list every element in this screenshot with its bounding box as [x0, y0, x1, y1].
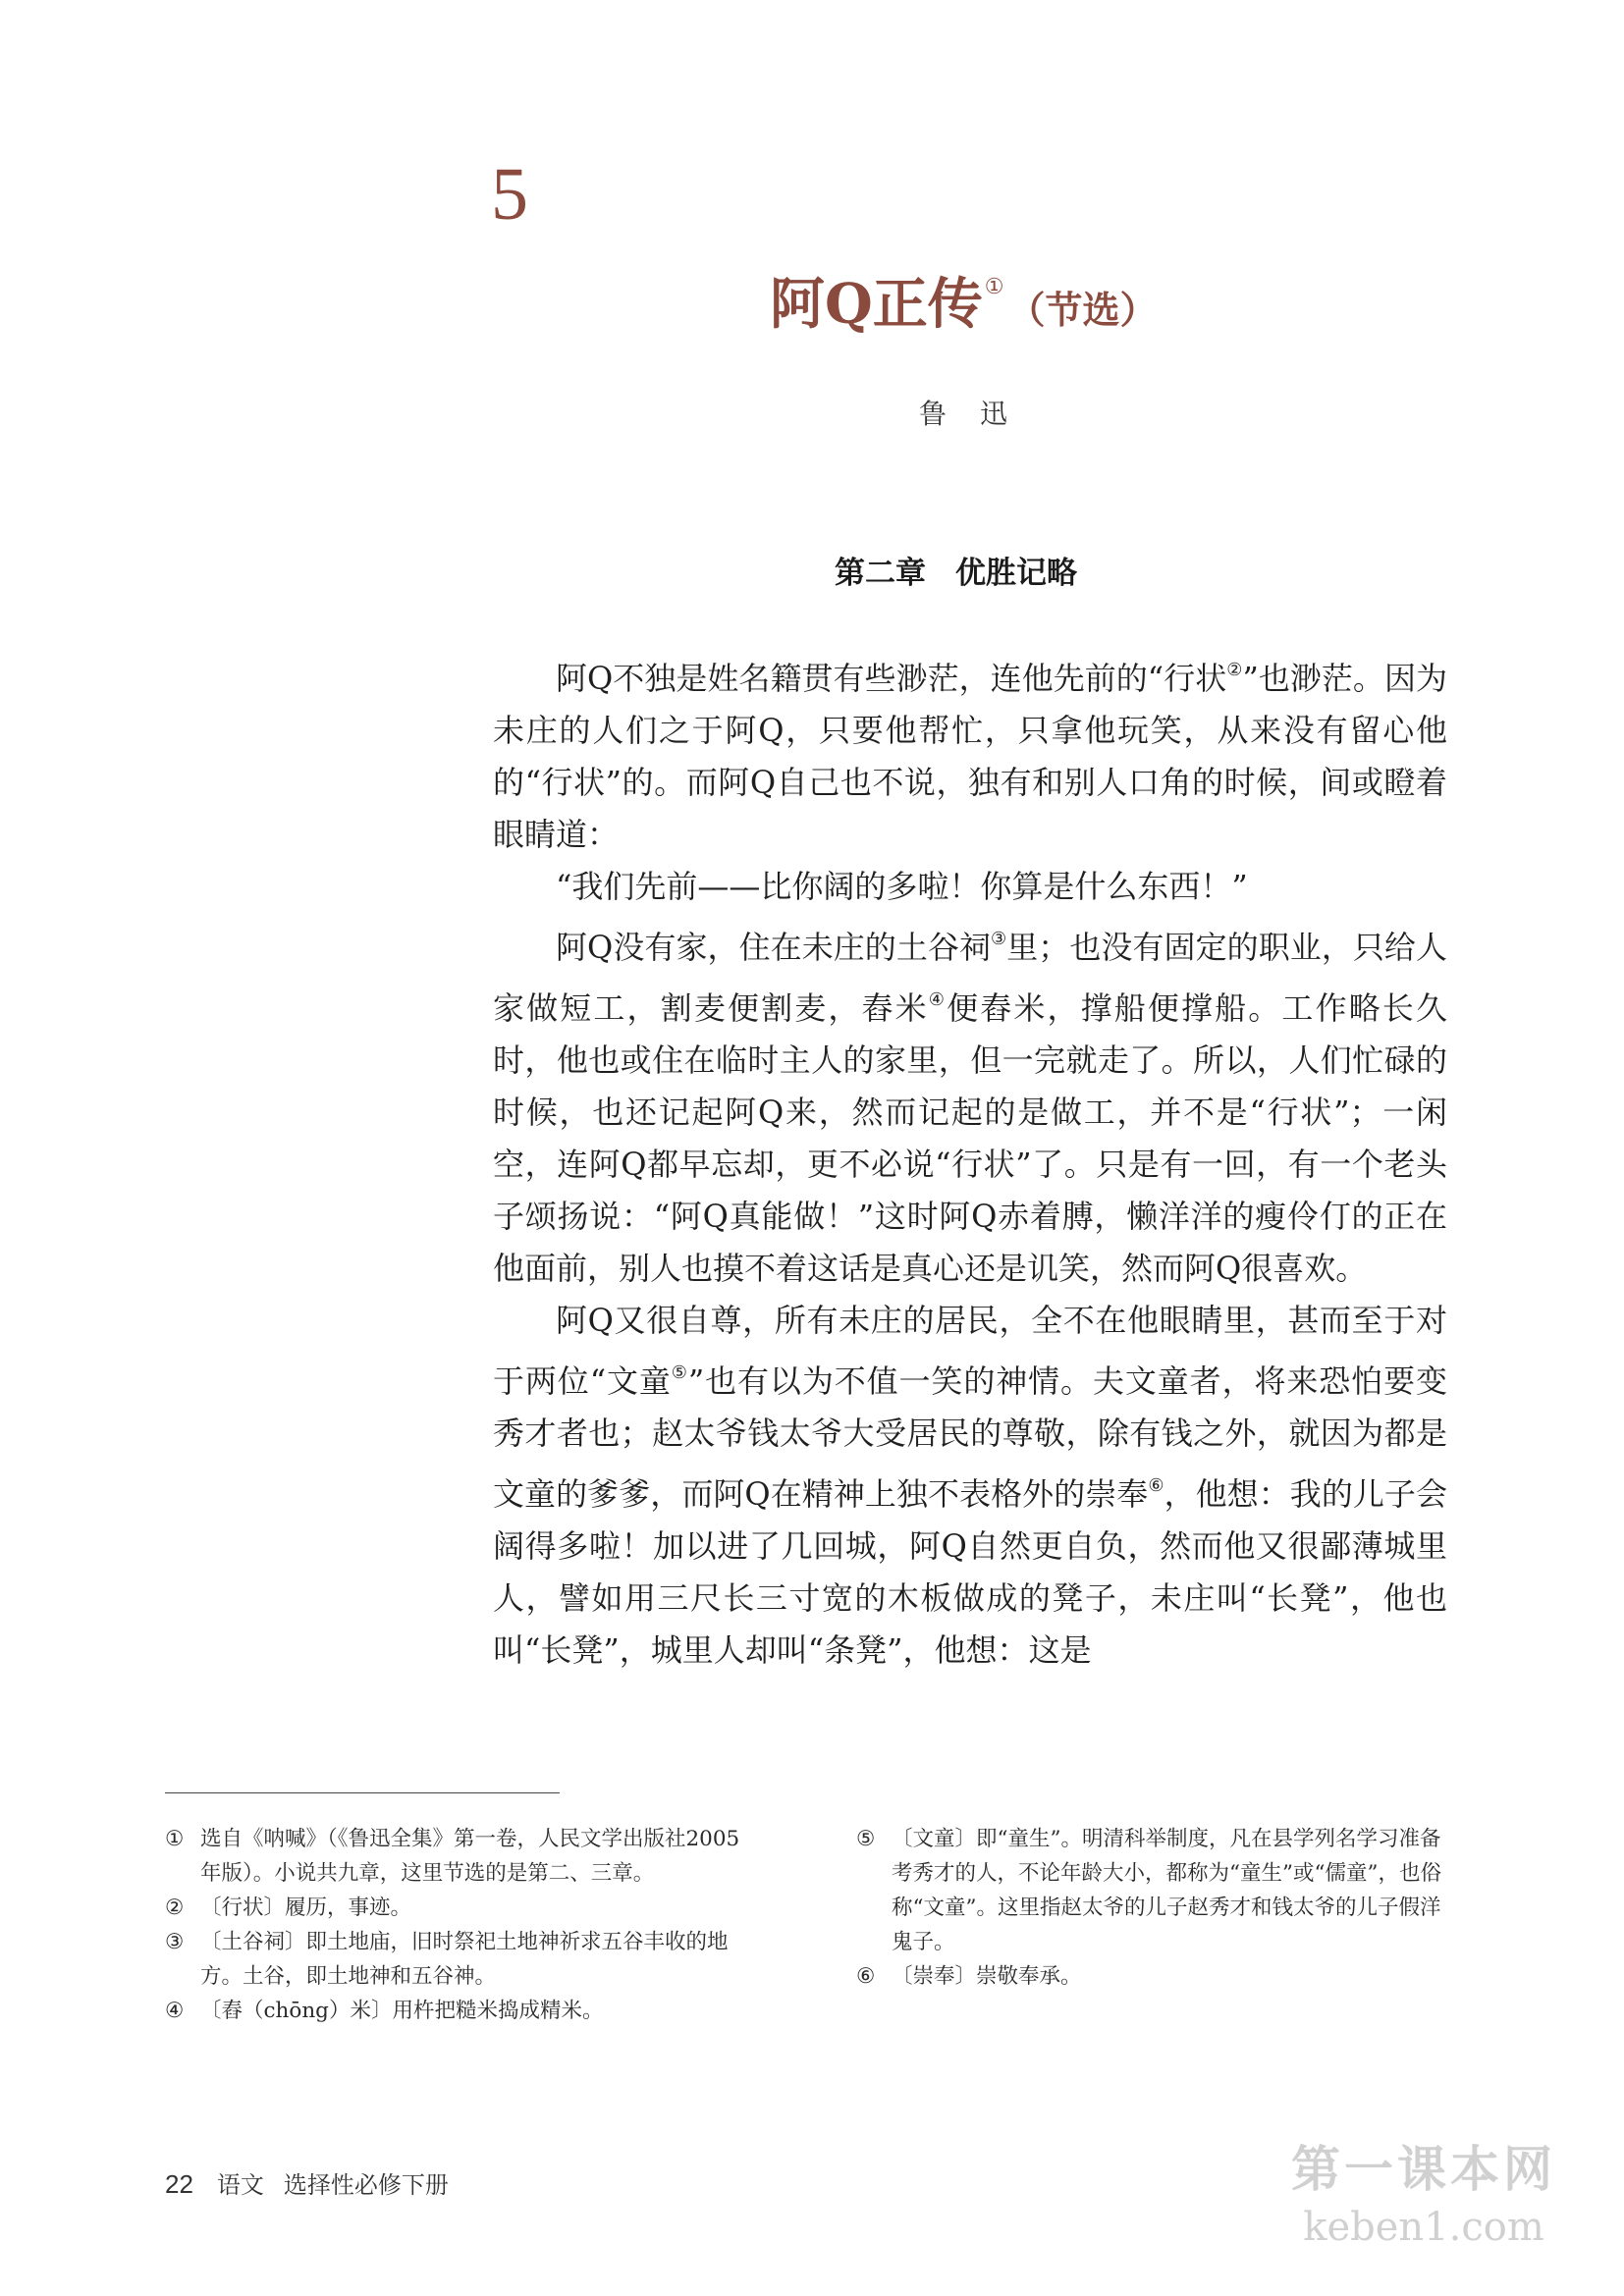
footnote-mark: ③	[165, 1930, 185, 1954]
title-note-mark[interactable]: ①	[984, 275, 1004, 299]
footnote-text: 〔舂（chōng）米〕用杵把糙米捣成精米。	[200, 1999, 604, 2023]
chapter-heading	[835, 548, 1077, 592]
footnote-text: 〔土谷祠〕即土地庙，旧时祭祀土地神祈求五谷丰收的地方。土谷，即土地神和五谷神。	[200, 1930, 729, 1989]
footnote-text: 〔行状〕履历，事迹。	[200, 1896, 412, 1920]
footnote-item	[165, 1925, 754, 1994]
footnote-item	[856, 1959, 1455, 1994]
footnote-item	[165, 1891, 754, 1925]
footnote-ref[interactable]: ②	[1226, 660, 1243, 680]
footnote-text: 〔文童〕即“童生”。明清科举制度，凡在县学列名学习准备考秀才的人，不论年龄大小，都称为“童生”或“儒童”，也俗称“文童”。这里指赵太爷的儿子赵秀才和钱太爷的儿子假洋鬼子。	[892, 1827, 1441, 1954]
body-paragraph	[493, 913, 1447, 1295]
body-paragraph	[493, 1295, 1447, 1677]
body-text	[493, 644, 1447, 1677]
footnotes-left-column	[165, 1822, 754, 2028]
body-paragraph	[493, 861, 1447, 913]
body-text-run: ，他想：我的儿子会阔得多啦！加以进了几回城，阿Q自然更自负，然而他又很鄙薄城里人，譬如用三尺长三寸宽的木板做成的凳子，未庄叫“长凳”，他也叫“长凳”，城里人却叫“条凳”，他想：这是	[493, 1475, 1447, 1669]
footnote-divider	[165, 1792, 560, 1793]
footnote-ref[interactable]: ③	[991, 929, 1007, 949]
body-text-run: 阿Q不独是姓名籍贯有些渺茫，连他先前的“行状	[556, 660, 1227, 697]
lesson-number: 5	[491, 153, 528, 236]
body-text-run: 阿Q没有家，住在未庄的土谷祠	[556, 929, 992, 966]
footnote-text: 选自《呐喊》（《鲁迅全集》第一卷，人民文学出版社2005年版）。小说共九章，这里节选的是第二、三章。	[200, 1827, 740, 1886]
footer-subject: 语文	[216, 2171, 264, 2199]
page-title	[770, 272, 1158, 337]
chapter-name: 优胜记略	[955, 556, 1077, 591]
watermark-line2: keben1.com	[1303, 2205, 1544, 2250]
body-text-run: ”也有以为不值一笑的神情。夫文童者，将来恐怕要变秀才者也；赵太爷钱太爷大受居民的尊敬，除有钱之外，就因为都是文童的爹爹，而阿Q在精神上独不表格外的崇奉	[493, 1362, 1447, 1513]
footnote-item	[165, 1994, 754, 2028]
chapter-number: 第二章	[835, 556, 926, 591]
footnote-mark: ④	[165, 1999, 185, 2023]
footnote-mark: ⑥	[856, 1964, 876, 1989]
footnote-mark: ⑤	[856, 1827, 876, 1851]
body-text-run: ”也渺茫。因为未庄的人们之于阿Q，只要他帮忙，只拿他玩笑，从来没有留心他的“行状”的。而阿Q自己也不说，独有和别人口角的时候，间或瞪着眼睛道：	[493, 660, 1447, 853]
body-paragraph	[493, 644, 1447, 861]
body-text-run: “我们先前——比你阔的多啦！你算是什么东西！”	[556, 868, 1248, 905]
footer-volume: 选择性必修下册	[283, 2171, 449, 2199]
footnote-ref[interactable]: ⑥	[1148, 1475, 1164, 1496]
footnote-item	[856, 1822, 1455, 1959]
footnote-mark: ②	[165, 1896, 185, 1920]
page-footer	[165, 2165, 449, 2200]
watermark	[1276, 2130, 1571, 2250]
title-subtitle: （节选）	[1007, 288, 1158, 332]
body-text-run: 里；也没有固定的职业，只给人家做短工，割麦便割麦，舂米	[493, 929, 1447, 1027]
footnote-item	[165, 1822, 754, 1891]
footnote-text: 〔崇奉〕崇敬奉承。	[892, 1964, 1082, 1989]
title-main: 阿Q正传	[770, 272, 983, 337]
footnote-mark: ①	[165, 1827, 185, 1851]
footnotes-right-column	[856, 1822, 1455, 1994]
footnote-ref[interactable]: ④	[928, 989, 947, 1010]
footnote-ref[interactable]: ⑤	[671, 1362, 688, 1383]
author-name: 鲁迅	[919, 398, 1042, 430]
page-number: 22	[165, 2169, 193, 2199]
watermark-line1: 第一课本网	[1291, 2141, 1556, 2198]
body-text-run: 阿Q又很自尊，所有未庄的居民，全不在他眼睛里，甚而至于对于两位“文童	[493, 1302, 1447, 1400]
body-text-run: 便舂米，撑船便撑船。工作略长久时，他也或住在临时主人的家里，但一完就走了。所以，人们忙碌的时候，也还记起阿Q来，然而记起的是做工，并不是“行状”；一闲空，连阿Q都早忘却，更不必说“行状”了。只是有一回，有一个老头子颂扬说：“阿Q真能做！”这时阿Q赤着膊，懒洋洋的瘦伶仃的正在他面前，别人也摸不着这话是真心还是讥笑，然而阿Q很喜欢。	[493, 989, 1447, 1287]
